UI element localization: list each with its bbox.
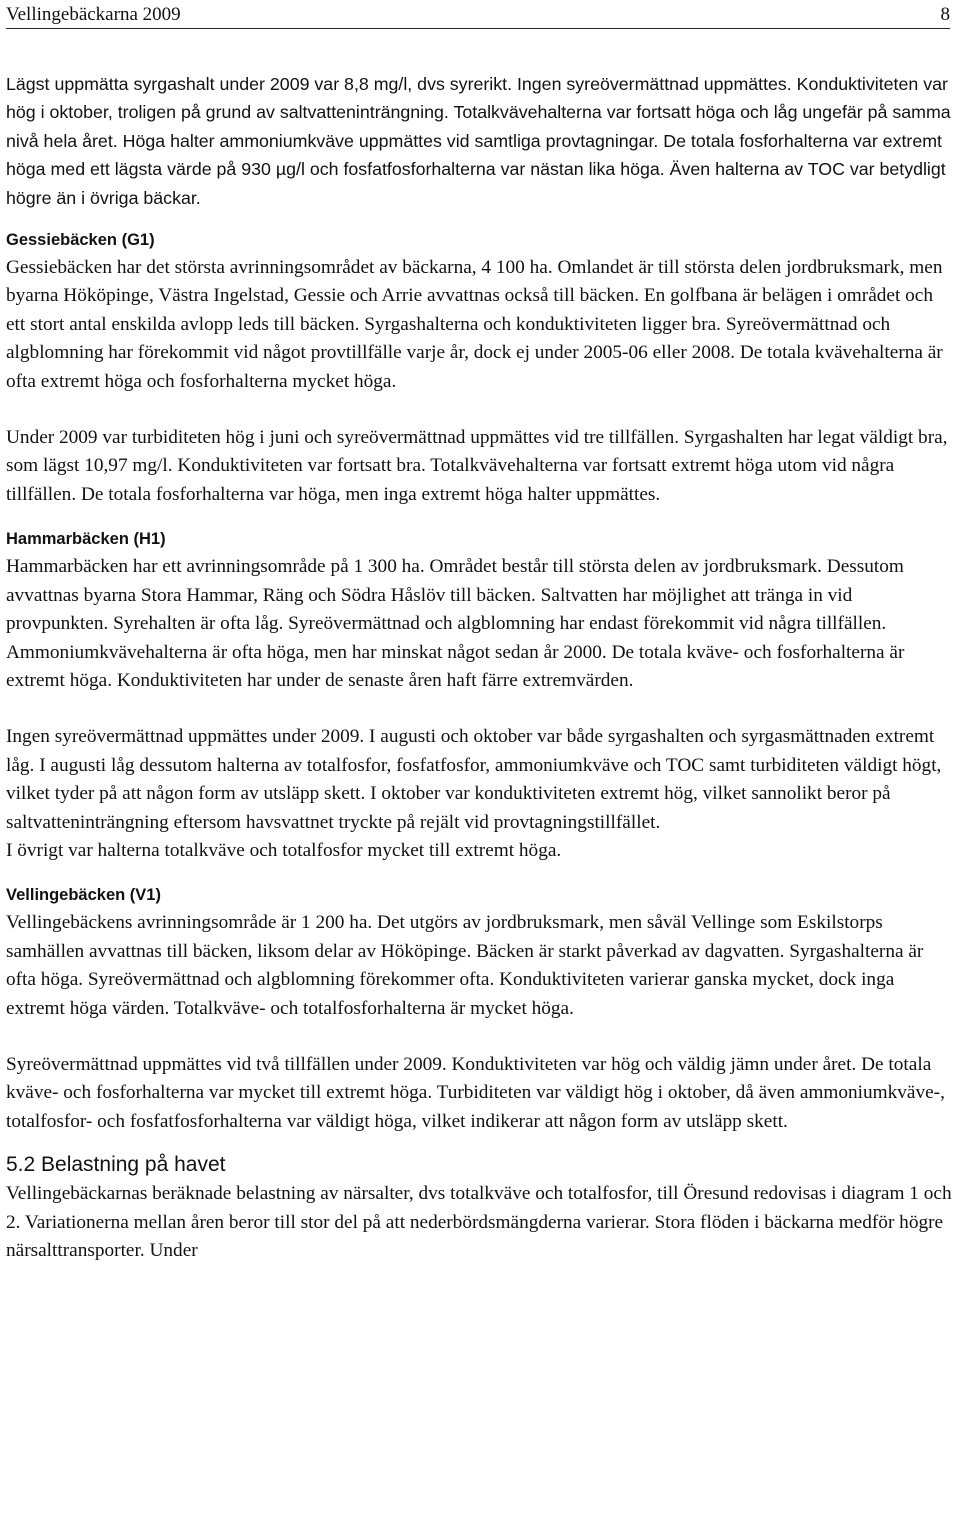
intro-paragraph: Lägst uppmätta syrgashalt under 2009 var 8,8 mg/l, dvs syrerikt. Ingen syreövermättnad uppmättes. Konduktiviteten var hög i oktober, troligen på grund av saltvatteninträngning. Totalkvävehalterna var fortsatt höga och låg ungefär på samma nivå hela året. Höga halter ammoniumkväve uppmättes vid samtliga provtagningar. De totala fosforhalterna var extremt höga med ett lägsta värde på 930 µg/l och fosfatfosforhalterna var nästan lika höga. Även halterna av TOC var betydligt högre än i övriga bäckar. [6, 74, 951, 208]
page-header [6, 2, 950, 29]
intro-sans-text: Totalkvävehalterna var fortsatt höga och låg ungefär på samma nivå hela året. Höga halter ammoniumkväve uppmättes vid samtliga provtagningar. De totala fosforhalterna var extremt höga med ett lägsta värde på 930 µg/l och fosfatfosforhalterna var nästan lika höga. Även halterna av TOC var betydligt högre än i övriga bäckar. [6, 102, 951, 208]
g1-paragraph-1: Gessiebäcken har det största avrinningsområdet av bäckarna, 4 100 ha. Omlandet är till största delen jordbruksmark, men byarna Hököpinge, Västra Ingelstad, Gessie och Arrie avvattnas också till bäcken. En golfbana är belägen i området och ett stort antal enskilda avlopp leds till bäcken. Syrgashalterna och konduktiviteten ligger bra. Syreövermättnad och algblomning har förekommit vid något provtillfälle varje år, dock ej under 2005-06 eller 2008. De totala kvävehalterna är ofta extremt höga och fosforhalterna mycket höga. [6, 257, 943, 392]
page-number: 8 [940, 4, 950, 25]
s52-paragraph-1: Vellingebäckarnas beräknade belastning av närsalter, dvs totalkväve och totalfosfor, till Öresund redovisas i diagram 1 och 2. Variationerna mellan åren beror till stor del på att nederbördsmängderna varierar. Stora flöden i bäckarna medför högre närsalttransporter. Under [6, 1183, 952, 1261]
v1-paragraph-2: Syreövermättnad uppmättes vid två tillfällen under 2009. Konduktiviteten var hög och väldig jämn under året. De totala kväve- och fosforhalterna var mycket till extremt höga. Turbiditeten var väldigt hög i oktober, då även ammoniumkväve-, totalfosfor- och fosfatfosforhalterna var väldigt höga, vilket indikerar att någon form av utsläpp skett. [6, 1053, 945, 1132]
heading-vellingebacken: Vellingebäcken (V1) [6, 886, 161, 905]
g1-paragraph-2: Under 2009 var turbiditeten hög i juni och syreövermättnad uppmättes vid tre tillfällen. Syrgashalten har legat väldigt bra, som lägst 10,97 mg/l. Konduktiviteten var fortsatt bra. Totalkvävehalterna var fortsatt extremt höga utom vid några tillfällen. De totala fosforhalterna var höga, men inga extremt höga halter uppmättes. [6, 427, 948, 505]
header-title: Vellingebäckarna 2009 [6, 4, 181, 25]
heading-belastning: 5.2 Belastning på havet [6, 1153, 226, 1177]
v1-paragraph-1: Vellingebäckens avrinningsområde är 1 200 ha. Det utgörs av jordbruksmark, men såväl Vellinge som Eskilstorps samhällen avvattnas till bäcken, liksom delar av Hököpinge. Bäcken är starkt påverkad av dagvatten. Syrgashalterna är ofta höga. Syreövermättnad och algblomning förekommer ofta. Konduktiviteten varierar ganska mycket, dock inga extremt höga värden. Totalkväve- och totalfosforhalterna är mycket höga. [6, 912, 924, 1019]
h1-paragraph-1: Hammarbäcken har ett avrinningsområde på 1 300 ha. Området består till största delen av jordbruksmark. Dessutom avvattnas byarna Stora Hammar, Räng och Södra Håslöv till bäcken. Saltvatten har möjlighet att tränga in vid provpunkten. Syrehalten är ofta låg. Syreövermättnad och algblomning har endast förekommit vid några tillfällen. Ammoniumkvävehalterna är ofta höga, men har minskat något sedan år 2000. De totala kväve- och fosforhalterna är extremt höga. Konduktiviteten har under de senaste åren haft färre extremvärden. [6, 556, 905, 691]
h1-paragraph-2: Ingen syreövermättnad uppmättes under 2009. I augusti och oktober var både syrgashalten och syrgasmättnaden extremt låg. I augusti låg dessutom halterna av totalfosfor, fosfatfosfor, ammoniumkväve och TOC samt turbiditeten väldigt högt, vilket tyder på att någon form av utsläpp skett. I oktober var konduktiviteten extremt hög, vilket sannolikt beror på saltvatteninträngning eftersom havsvattnet tryckte på rejält vid provtagningstillfället. [6, 726, 942, 833]
h1-paragraph-3: I övrigt var halterna totalkväve och totalfosfor mycket till extremt höga. [6, 839, 562, 861]
page-body [6, 70, 956, 1265]
heading-gessiebacken: Gessiebäcken (G1) [6, 231, 155, 250]
heading-hammarbacken: Hammarbäcken (H1) [6, 530, 166, 549]
